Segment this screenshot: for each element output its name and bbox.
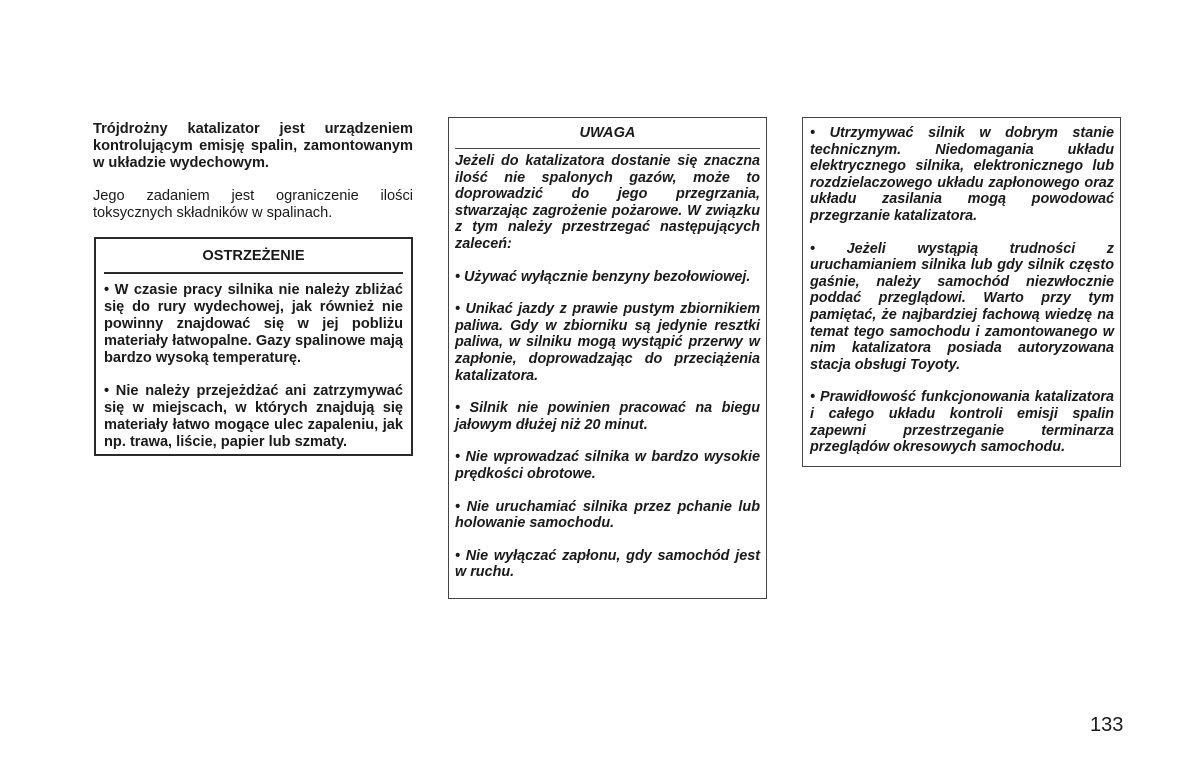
caution-item: • Unikać jazdy z prawie pustym zbiornikiem paliwa. Gdy w zbiorniku są jedynie resztki paliwa, w silniku mogą wystąpić przerwy w zapłonie, doprowadzając do przeciążenia katalizatora. xyxy=(455,301,760,384)
caution-item: • Używać wyłącznie benzyny bezołowiowej. xyxy=(455,268,751,285)
caution-continued-box xyxy=(802,117,1121,467)
warning-box xyxy=(94,237,413,456)
intro-section xyxy=(93,121,413,222)
caution-item: • Silnik nie powinien pracować na biegu jałowym dłużej niż 20 minut. xyxy=(455,400,760,433)
caution-item: • Prawidłowość funkcjonowania katalizatora i całego układu kontroli emisji spalin zapewni przestrzeganie terminarza przeglądów okresowych samochodu. xyxy=(810,389,1114,456)
caution-item: • Nie wyłączać zapłonu, gdy samochód jest w ruchu. xyxy=(455,547,760,581)
caution-item: • Nie wprowadzać silnika w bardzo wysokie prędkości obrotowe. xyxy=(455,449,760,482)
caution-item: • Jeżeli wystąpią trudności z uruchamianiem silnika lub gdy silnik często gaśnie, należy samochód niezwłocznie poddać przeglądowi. Warto przy tym pamiętać, że najbardziej fachową wiedzę na temat tego samochodu i zamontowanego w nim katalizatora posiada autoryzowana stacja obsługi Toyoty. xyxy=(810,240,1114,373)
warning-item: • Nie należy przejeżdżać ani zatrzymywać się w miejscach, w których znajdują się materiały łatwo mogące ulec zapaleniu, jak np. trawa, liście, papier lub szmaty. xyxy=(104,383,403,450)
caution-box xyxy=(448,117,767,599)
warning-title: OSTRZEŻENIE xyxy=(104,245,403,274)
caution-item: • Nie uruchamiać silnika przez pchanie lub holowanie samochodu. xyxy=(455,498,760,532)
caution-title: UWAGA xyxy=(455,124,760,149)
page-number: 133 xyxy=(1090,714,1124,736)
intro-paragraph: Jego zadaniem jest ograniczenie ilości toksycznych składników w spalinach. xyxy=(93,188,413,221)
caution-item: • Utrzymywać silnik w dobrym stanie technicznym. Niedomagania układu elektrycznego silnika, elektronicznego lub rozdzielaczowego układu zapłonowego oraz układu zasilania mogą powodować przegrzanie katalizatora. xyxy=(810,125,1114,224)
warning-item: • W czasie pracy silnika nie należy zbliżać się do rury wydechowej, jak również nie powinny znajdować się w jej pobliżu materiały łatwopalne. Gazy spalinowe mają bardzo wysoką temperaturę. xyxy=(104,282,403,366)
caution-intro: Jeżeli do katalizatora dostanie się znaczna ilość nie spalonych gazów, może to doprowadzić do jego przegrzania, stwarzając zagrożenie pożarowe. W związku z tym należy przestrzegać następujących zaleceń: xyxy=(455,153,760,252)
intro-bold-paragraph: Trójdrożny katalizator jest urządzeniem kontrolującym emisję spalin, zamontowanym w układzie wydechowym. xyxy=(93,121,413,171)
